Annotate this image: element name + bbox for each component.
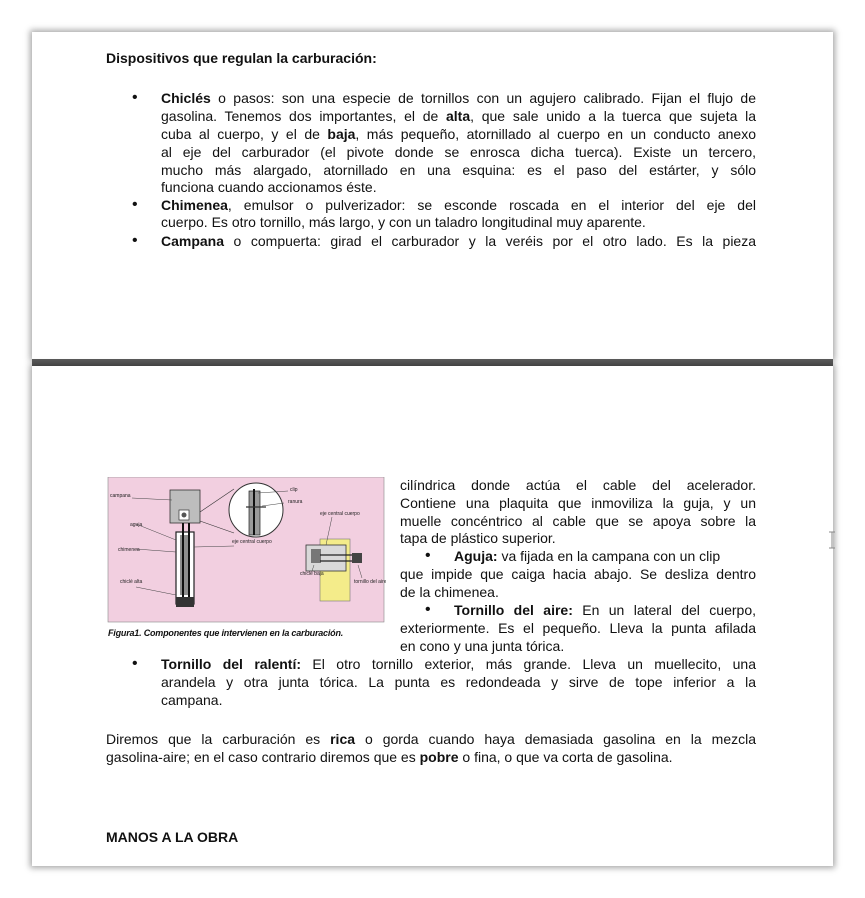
list-item-chicles-line1: Chiclés o pasos: son una especie de tornillos con un agujero calibrado. Fijan el flujo de — [161, 90, 756, 106]
section-heading: Dispositivos que regulan la carburación: — [106, 50, 377, 66]
figure-label-tornillo: tornillo del aire — [354, 579, 386, 585]
list-item-chicles-line6: funciona cuando accionamos éste. — [161, 179, 377, 195]
campana-continued-line2: Contiene una plaquita que inmoviliza la guja, y un — [400, 495, 756, 511]
figure-label-chimenea: chimenea — [118, 547, 140, 553]
list-item-ralenti-line2: arandela y otra junta tórica. La punta es redondeada y sirve de tope inferior a la — [161, 674, 756, 690]
figure-label-aguja: aguja — [130, 522, 143, 528]
bullet: • — [132, 196, 138, 213]
campana-continued-line3: muelle concéntrico al cable que se apoya sobre la — [400, 513, 756, 529]
figure-label-eje1: eje central cuerpo — [232, 539, 272, 545]
list-item-ralenti-line1: Tornillo del ralentí: El otro tornillo exterior, más grande. Lleva un muellecito, una — [161, 656, 756, 672]
list-item-chicles-line5: mucho más alargado, atornillado en una esquina: es el paso del estárter, y sólo — [161, 162, 756, 178]
list-item-chicles-line2: gasolina. Tenemos dos importantes, el de alta, que sale unido a la tuerca que sujeta la — [161, 108, 756, 124]
figure-caption: Figura1. Componentes que intervienen en la carburación. — [108, 628, 344, 638]
list-item-chimenea-line2: cuerpo. Es otro tornillo, más largo, y con un taladro longitudinal muy aparente. — [161, 214, 646, 230]
bullet: • — [132, 655, 138, 672]
list-item-campana-line1: Campana o compuerta: girad el carburador y la veréis por el otro lado. Es la pieza — [161, 233, 756, 249]
carburetor-diagram — [106, 477, 386, 641]
list-item-aguja-line3: de la chimenea. — [400, 584, 499, 600]
list-item-chimenea-line1: Chimenea, emulsor o pulverizador: se esconde roscada en el interior del eje del — [161, 197, 756, 213]
list-item-aguja-line2: que impide que caiga hacia abajo. Se desliza dentro — [400, 566, 756, 582]
list-item-ralenti-line3: campana. — [161, 692, 223, 708]
carburetor-figure — [106, 477, 386, 641]
list-item-aguja-line1: Aguja: va fijada en la campana con un clip — [454, 548, 721, 564]
list-item-aire-line2: exteriormente. Es el pequeño. Lleva la punta afilada — [400, 620, 756, 636]
bullet: • — [132, 232, 138, 249]
list-item-chicles-line4: al eje del carburador (el pivote donde se enrosca dicha tuerca). Existe un tercero, — [161, 144, 756, 160]
campana-continued-line1: cilíndrica donde actúa el cable del acelerador. — [400, 477, 756, 493]
figure-label-chicle: chiclé alta — [120, 579, 143, 585]
section-heading-manos: MANOS A LA OBRA — [106, 829, 239, 845]
figure-label-campana: campana — [110, 493, 131, 499]
figure-label-eje2: eje central cuerpo — [320, 511, 360, 517]
figure-label-ranura: ranura — [288, 499, 303, 505]
bullet: • — [425, 601, 431, 618]
figure-label-chicle-baja: chiclé baja — [300, 571, 324, 577]
bullet: • — [425, 547, 431, 564]
campana-continued-line4: tapa de plástico superior. — [400, 530, 556, 546]
bullet: • — [132, 89, 138, 106]
list-item-aire-line3: en cono y una junta tórica. — [400, 638, 565, 654]
page-separator — [32, 359, 833, 366]
paragraph-line1: Diremos que la carburación es rica o gorda cuando haya demasiada gasolina en la mezcla — [106, 731, 756, 747]
text-cursor-icon — [829, 531, 835, 549]
list-item-chicles-line3: cuba al cuerpo, y el de baja, más pequeño, atornillado al cuerpo en un conducto anexo — [161, 126, 756, 142]
figure-label-clip: clip — [290, 487, 298, 493]
list-item-aire-line1: Tornillo del aire: En un lateral del cuerpo, — [454, 602, 756, 618]
paragraph-line2: gasolina-aire; en el caso contrario diremos que es pobre o fina, o que va corta de gasolina. — [106, 749, 673, 765]
